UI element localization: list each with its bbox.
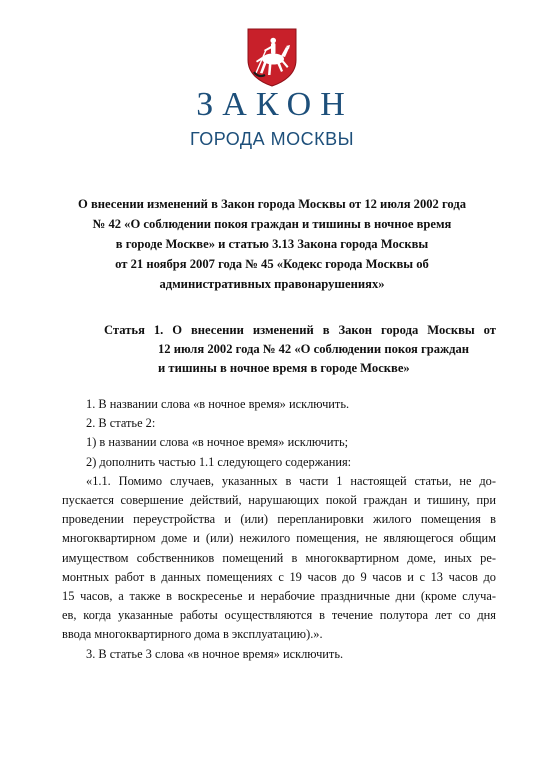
paragraph: 2) дополнить частью 1.1 следующего содержания:: [86, 454, 352, 469]
paragraph: 2. В статье 2:: [86, 416, 156, 431]
quote-line: имуществом собственников помещений в многоквартирном доме, иных ре-: [62, 550, 496, 565]
article-1-heading: [104, 321, 496, 378]
quote-line: «1.1. Помимо случаев, указанных в части 1 настоящей статьи, не до-: [86, 473, 496, 488]
title-line: О внесении изменений в Закон города Москвы от 12 июля 2002 года: [78, 197, 466, 211]
article-heading-line: и тишины в ночное время в городе Москве»: [158, 361, 410, 375]
law-heading: ЗАКОН: [196, 86, 354, 123]
title-line: административных правонарушениях»: [159, 277, 385, 291]
article-heading-line: 12 июля 2002 года № 42 «О соблюдении покоя граждан: [158, 342, 470, 356]
article-heading-line: Статья 1. О внесении изменений в Закон города Москвы от: [104, 323, 496, 337]
title-line: от 21 ноября 2007 года № 45 «Кодекс города Москвы об: [115, 257, 429, 271]
moscow-coat-of-arms-icon: [244, 26, 300, 88]
quote-line: ввода многоквартирного дома в эксплуатацию).».: [62, 627, 323, 642]
quote-line: ев, когда указанные работы осуществляются в течение полутора лет со дня: [62, 608, 496, 623]
quote-line: 15 часов, а также в воскресенье и нерабочие праздничные дни (кроме случа-: [62, 589, 496, 604]
title-line: № 42 «О соблюдении покоя граждан и тишины в ночное время: [92, 217, 452, 231]
title-line: в городе Москве» и статью 3.13 Закона города Москвы: [115, 237, 429, 251]
paragraph: 1. В названии слова «в ночное время» исключить.: [86, 397, 350, 411]
quote-line: пускается совершение действий, нарушающих покой граждан и тишину, при: [62, 493, 496, 508]
paragraph: 1) в названии слова «в ночное время» исключить;: [86, 435, 349, 450]
quote-line: проведении переустройства и (или) перепланировки жилого помещения в: [62, 512, 496, 527]
article-1-body: [62, 395, 496, 664]
quote-line: многоквартирном доме и (или) нежилого помещения, не являющегося общим: [62, 531, 496, 546]
city-subheading: ГОРОДА МОСКВЫ: [189, 129, 355, 149]
document-title: [40, 194, 504, 294]
quote-line: монтных работ в данных помещениях с 19 часов до 9 часов и с 13 часов до: [62, 569, 496, 584]
paragraph: 3. В статье 3 слова «в ночное время» исключить.: [86, 646, 344, 661]
